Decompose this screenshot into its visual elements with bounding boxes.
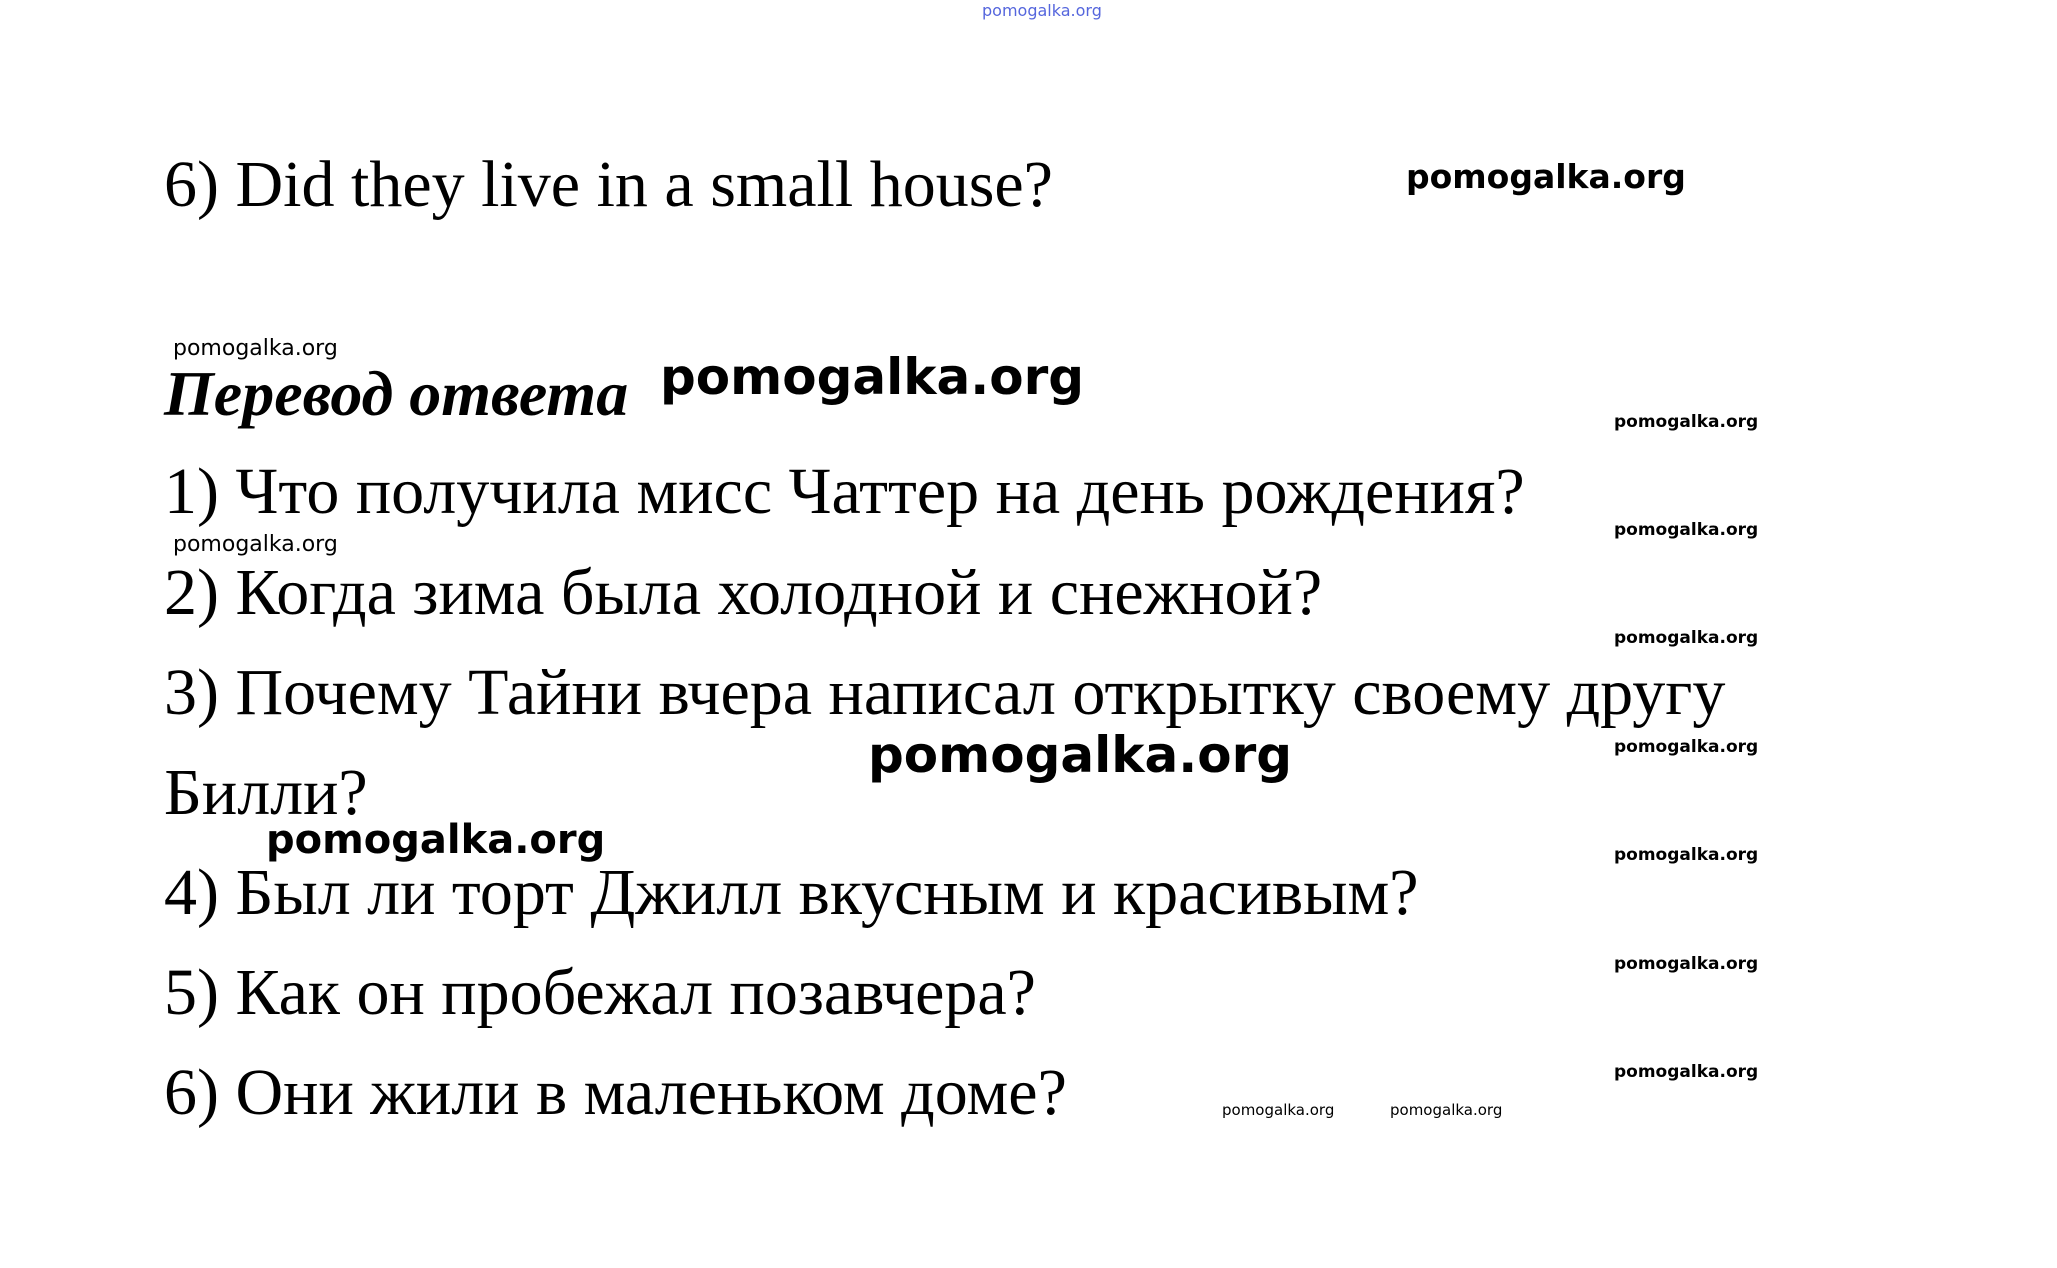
watermark: pomogalka.org bbox=[173, 532, 338, 557]
watermark: pomogalka.org bbox=[1614, 737, 1759, 757]
translation-line-5: 5) Как он пробежал позавчера? bbox=[164, 956, 1036, 1029]
translation-line-3-continued: Билли? bbox=[164, 756, 368, 829]
watermark: pomogalka.org bbox=[1614, 520, 1759, 540]
watermark: pomogalka.org bbox=[173, 336, 338, 361]
watermark: pomogalka.org bbox=[1614, 954, 1759, 974]
translation-line-6: 6) Они жили в маленьком доме? bbox=[164, 1056, 1067, 1129]
watermark: pomogalka.org bbox=[1614, 1062, 1759, 1082]
watermark: pomogalka.org bbox=[1614, 845, 1759, 865]
watermark-top: pomogalka.org bbox=[982, 1, 1102, 20]
watermark: pomogalka.org bbox=[1614, 412, 1759, 432]
translation-line-4: 4) Был ли торт Джилл вкусным и красивым? bbox=[164, 856, 1419, 929]
translation-line-2: 2) Когда зима была холодной и снежной? bbox=[164, 556, 1323, 629]
question-6-english: 6) Did they live in a small house? bbox=[164, 148, 1053, 221]
watermark: pomogalka.org bbox=[266, 817, 606, 863]
watermark: pomogalka.org bbox=[1614, 628, 1759, 648]
watermark: pomogalka.org bbox=[1406, 157, 1686, 196]
watermark: pomogalka.org bbox=[1222, 1101, 1335, 1119]
watermark: pomogalka.org bbox=[1390, 1101, 1503, 1119]
translation-heading: Перевод ответа bbox=[164, 358, 629, 429]
translation-line-1: 1) Что получила мисс Чаттер на день рождения? bbox=[164, 455, 1525, 528]
watermark: pomogalka.org bbox=[868, 726, 1293, 784]
watermark: pomogalka.org bbox=[660, 348, 1085, 406]
translation-line-3: 3) Почему Тайни вчера написал открытку своему другу bbox=[164, 656, 1726, 729]
